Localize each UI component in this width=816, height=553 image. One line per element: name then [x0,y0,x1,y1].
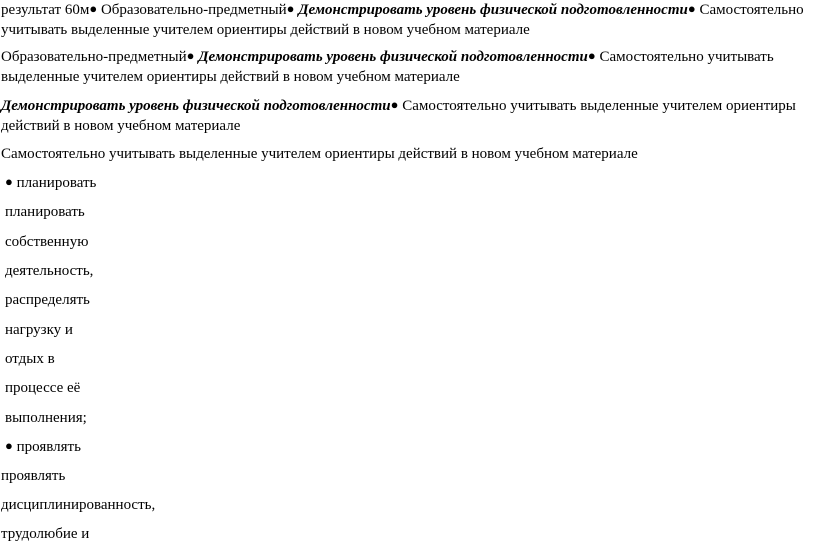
paragraph-subject [1,47,812,87]
list-word: деятельность, [5,263,94,279]
list-word: отдых в [5,351,55,367]
body-text: Самостоятельно учитывать выделенные учителем ориентиры действий в новом учебном материале [1,98,796,134]
emphasis-text: Демонстрировать уровень физической подготовленности [294,2,688,18]
list-word: собственную [5,234,89,250]
emphasis-text: Демонстрировать уровень физической подготовленности [194,49,588,65]
bullet-icon: ● [687,1,696,16]
list-word: процессе её [5,380,81,396]
list-word: трудолюбие и [1,526,90,542]
paragraph-demonstrate [1,96,812,136]
bullet-icon: ● [286,1,295,16]
list-item-label: планировать [12,175,97,191]
paragraph-result [1,0,812,40]
list-item-plan [5,173,812,193]
paragraph-independent: Самостоятельно учитывать выделенные учителем ориентиры действий в новом учебном материале [1,146,638,162]
list-word: планировать [5,204,85,220]
bullet-icon: ● [5,438,13,453]
body-text: Самостоятельно учитывать выделенные учителем ориентиры действий в новом учебном материале [1,49,774,85]
list-word: распределять [5,292,90,308]
emphasis-text: Демонстрировать уровень физической подготовленности [1,98,391,114]
result-text: результат 60м [1,2,90,18]
list-item-show [5,437,812,457]
bullet-icon: ● [89,1,98,16]
list-word: выполнения; [5,410,87,426]
list-word: проявлять [1,468,66,484]
list-item-label: проявлять [12,439,81,455]
bullet-icon: ● [587,48,596,63]
body-text: Самостоятельно учитывать выделенные учителем ориентиры действий в новом учебном материале [1,2,804,38]
subject-label: Образовательно-предметный [97,2,287,18]
list-word: нагрузку и [5,322,73,338]
bullet-icon: ● [186,48,195,63]
subject-label: Образовательно-предметный [1,49,187,65]
bullet-icon: ● [390,97,399,112]
list-word: дисциплинированность, [1,497,156,513]
bullet-icon: ● [5,174,13,189]
